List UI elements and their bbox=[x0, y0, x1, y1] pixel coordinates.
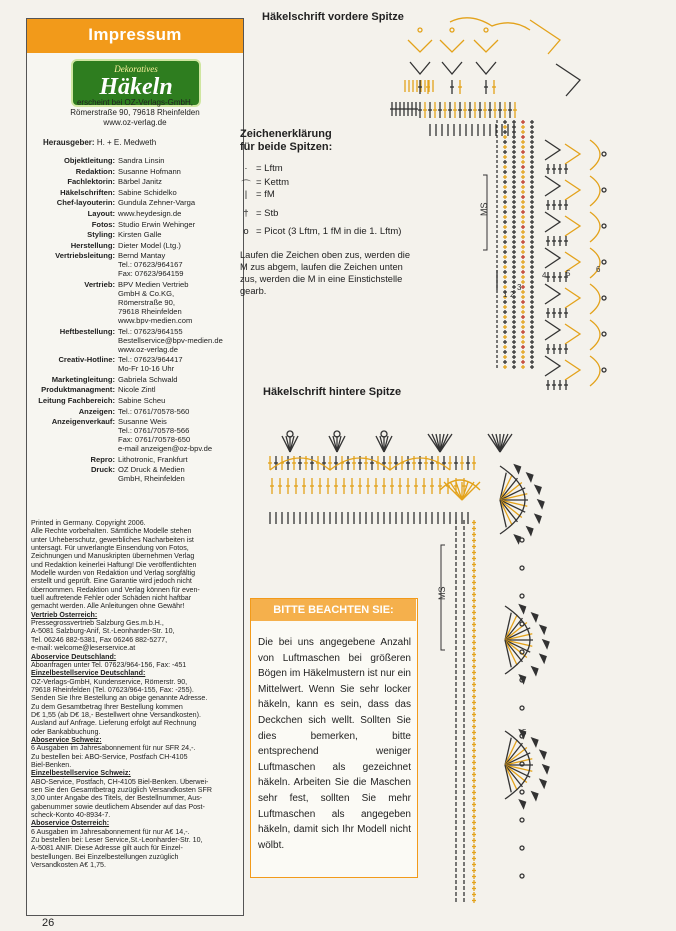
stitch-symbol bbox=[602, 296, 606, 300]
legend-label: = Lftm bbox=[256, 163, 283, 174]
staff-value-line: Kirsten Galle bbox=[118, 230, 162, 240]
stitch-symbol bbox=[440, 40, 464, 52]
staff-value-line: 79618 Rheinfelden bbox=[118, 307, 182, 316]
stitch-symbol bbox=[520, 790, 524, 794]
staff-label: Anzeigen: bbox=[78, 406, 115, 416]
staff-label: Druck: bbox=[90, 465, 115, 475]
stitch-symbol bbox=[545, 284, 560, 304]
stitch-symbol bbox=[520, 706, 524, 710]
legal-line: A-5081 ANIF. Diese Adresse gilt auch für Einzel- bbox=[31, 844, 183, 853]
staff-value-line: www.oz-verlag.de bbox=[118, 344, 178, 354]
front-lace-diagram bbox=[390, 18, 606, 390]
legend-label: = fM bbox=[256, 189, 275, 200]
stitch-symbol bbox=[602, 260, 606, 264]
legal-line: Versandkosten A€ 1,75. bbox=[31, 861, 106, 870]
staff-value-line: www.bpv-medien.com bbox=[118, 316, 193, 325]
legal-line: untersagt. Für unverlangte Einsendung von Fotos, bbox=[31, 544, 189, 553]
legal-heading: Aboservice Österreich: bbox=[31, 819, 110, 828]
dot-icon: · bbox=[244, 163, 248, 174]
staff-label: Produktmanagment: bbox=[41, 385, 115, 395]
stitch-symbol bbox=[590, 320, 600, 350]
staff-label: Anzeigenverkauf: bbox=[51, 417, 115, 427]
stitch-symbol bbox=[532, 667, 538, 675]
staff-value-line: Sabine Schidelko bbox=[118, 187, 177, 197]
stitch-symbol bbox=[410, 62, 430, 74]
legal-line: scheck-Konto 40-8934-7. bbox=[31, 811, 111, 820]
legal-line: A-5081 Salzburg-Anif, St.-Leonharder-Str. 10, bbox=[31, 627, 175, 636]
staff-value-line: Tel.: 07623/964417 bbox=[118, 355, 183, 365]
stitch-symbol bbox=[442, 62, 462, 74]
stitch-symbol bbox=[532, 792, 538, 800]
staff-value-line: Tel.: 0761/70578-560 bbox=[118, 406, 190, 416]
legal-line: Modelle wurden von Redaktion und Verlag sorgfältig bbox=[31, 569, 196, 578]
stitch-symbol bbox=[540, 780, 546, 788]
row-number: 5 bbox=[522, 728, 527, 737]
stitch-symbol bbox=[590, 140, 600, 170]
staff-value-line: Susanne Hofmann bbox=[118, 166, 181, 176]
staff-value-line: Mo-Fr 10-16 Uhr bbox=[118, 364, 175, 374]
stitch-symbol bbox=[540, 655, 546, 663]
publisher-url: www.oz-verlag.de bbox=[103, 118, 167, 127]
staff-label: Marketingleitung: bbox=[51, 374, 115, 384]
row-number: 5 bbox=[566, 269, 571, 278]
stitch-symbol bbox=[520, 605, 526, 613]
staff-label: Leitung Fachbereich: bbox=[38, 396, 115, 405]
notice-title: BITTE BEACHTEN SIE: bbox=[251, 599, 416, 621]
legal-line: Zeichnungen und Manuskripten übernehmen Verlag bbox=[31, 552, 195, 561]
legal-line: oder Bankabbuchung. bbox=[31, 727, 101, 736]
legend-note: Laufen die Zeichen oben zus, werden die M zus abgem, laufen die Zeichen unten zus, werden die M in eine Einstichstelle gearb. bbox=[240, 250, 411, 296]
row-number: 3 bbox=[517, 283, 522, 292]
legal-line: Tel. 06246 882-5381, Fax 06246 882-5277, bbox=[31, 635, 168, 644]
legal-line: OZ-Verlags-GmbH, Kundenservice, Römerstr. 90, bbox=[31, 677, 188, 686]
legal-line: bestellungen. Bei Einzelbestellungen zuzüglich bbox=[31, 852, 179, 861]
legal-heading: Vertrieb Österreich: bbox=[31, 610, 98, 619]
staff-label: Styling: bbox=[87, 230, 115, 240]
stitch-symbol bbox=[532, 738, 538, 746]
legend-title-line1: Zeichenerklärung bbox=[240, 128, 332, 140]
stitch-symbol bbox=[565, 288, 580, 308]
staff-value-line: Dieter Model (Ltg.) bbox=[118, 240, 181, 250]
stitch-symbol bbox=[520, 818, 524, 822]
stitch-symbol bbox=[474, 40, 498, 52]
staff-value-line: Tel.: 07623/964167 bbox=[118, 260, 183, 270]
stitch-symbol bbox=[565, 324, 580, 344]
stitch-symbol bbox=[545, 248, 560, 268]
staff-value-line: Tel.: 07623/964155 bbox=[118, 326, 183, 336]
stitch-symbol bbox=[450, 18, 530, 30]
staff-label: Vertriebsleitung: bbox=[55, 251, 115, 261]
legend-title-line2: für beide Spitzen: bbox=[240, 141, 333, 153]
stitch-symbol bbox=[450, 28, 454, 32]
legal-heading: Aboservice Deutschland: bbox=[31, 652, 117, 661]
stitch-symbol bbox=[535, 485, 541, 493]
staff-value-line: Bernd Mantay bbox=[118, 251, 166, 261]
stitch-symbol bbox=[556, 64, 580, 96]
front-diagram-heading: Häkelschrift vordere Spitze bbox=[262, 11, 404, 23]
staff-value-line: Gundula Zehner-Varga bbox=[118, 198, 196, 208]
legal-line: 3,00 unter Angabe des Titels, der Bestellnummer, Aus- bbox=[31, 794, 203, 803]
stitch-symbol bbox=[484, 28, 488, 32]
stitch-symbol bbox=[565, 216, 580, 236]
stitch-symbol bbox=[602, 368, 606, 372]
legal-line: Zu dem Gesamtbetrag Ihrer Bestellung kommen bbox=[31, 702, 183, 711]
legal-line: erstellt und geprüft. Eine Garantie wird jedoch nicht bbox=[31, 577, 192, 586]
legal-line: Ausland auf Anfrage. Lieferung erfolgt auf Rechnung bbox=[31, 719, 197, 728]
stitch-symbol bbox=[543, 765, 549, 773]
back-lace-diagram bbox=[268, 431, 549, 903]
stitch-symbol bbox=[515, 465, 521, 473]
staff-value-line: GmbH & Co.KG, bbox=[118, 289, 175, 298]
stitch-symbol bbox=[520, 594, 524, 598]
staff-value-line: Fax: 07623/964159 bbox=[118, 269, 184, 279]
staff-value-line: Fax: 0761/70578-650 bbox=[118, 435, 191, 445]
stitch-symbol bbox=[545, 356, 560, 376]
stitch-symbol bbox=[530, 20, 560, 54]
legal-heading: Einzelbestellservice Schweiz: bbox=[31, 769, 131, 778]
staff-value-line: Susanne Weis bbox=[118, 417, 167, 427]
staff-value-line: Sandra Linsin bbox=[118, 156, 165, 165]
page-number: 26 bbox=[42, 917, 55, 929]
back-diagram-heading: Häkelschrift hintere Spitze bbox=[263, 386, 402, 398]
stitch-symbol bbox=[520, 566, 524, 570]
row-number: 2 bbox=[510, 290, 515, 299]
logo-title: Häkeln bbox=[99, 74, 173, 100]
stitch-symbol bbox=[520, 874, 524, 878]
stitch-symbol bbox=[590, 356, 600, 386]
staff-label: Häkelschriften: bbox=[60, 187, 115, 197]
staff-label: Creativ-Hotline: bbox=[58, 355, 115, 365]
legal-line: ABO-Service, Postfach, CH-4105 Biel-Benken. Überwei- bbox=[31, 777, 209, 786]
staff-label: Fotos: bbox=[91, 219, 115, 229]
legal-line: und Redaktion keinerlei Haftung! Die veröffentlichten bbox=[31, 560, 197, 569]
legal-line: gabenummer sowie deutlichem Absender auf das Post- bbox=[31, 802, 205, 811]
legal-line: Printed in Germany. Copyright 2006. bbox=[31, 519, 146, 527]
stitch-symbol bbox=[545, 212, 560, 232]
row-number: 1 bbox=[503, 290, 508, 299]
legal-line: tuell auftretende Fehler oder Schäden nicht haftbar bbox=[31, 594, 192, 603]
legal-line: 6 Ausgaben im Jahresabonnement für nur SFR 24,-. bbox=[31, 744, 196, 753]
legal-heading: Aboservice Schweiz: bbox=[31, 735, 102, 744]
legend-label: = Kettm bbox=[256, 177, 289, 188]
legal-line: unter Urheberschutz, gewerbliches Nacharbeiten ist bbox=[31, 535, 194, 544]
staff-label: Redaktion: bbox=[75, 166, 115, 176]
staff-label: Objektleitung: bbox=[63, 156, 115, 165]
staff-label: Repro: bbox=[90, 454, 115, 464]
legal-line: Biel-Benken. bbox=[31, 760, 72, 769]
stitch-symbol bbox=[520, 800, 526, 808]
staff-value-line: Lithotronic, Frankfurt bbox=[118, 454, 188, 464]
stitch-symbol bbox=[476, 62, 496, 74]
publisher-address: Römerstraße 90, 79618 Rheinfelden bbox=[70, 108, 200, 117]
stitch-symbol bbox=[545, 140, 560, 160]
staff-value-line: Sabine Scheu bbox=[118, 396, 166, 405]
staff-value-line: Studio Erwin Wehinger bbox=[118, 219, 196, 229]
legend-label: = Stb bbox=[256, 208, 279, 219]
logo-subtitle: Dekoratives bbox=[114, 64, 158, 74]
herausgeber-label: Herausgeber: bbox=[43, 138, 95, 147]
stitch-symbol bbox=[602, 332, 606, 336]
legal-line: Pressegrossvertrieb Salzburg Ges.m.b.H., bbox=[31, 619, 164, 628]
circle-icon: o bbox=[243, 226, 249, 237]
stitch-symbol bbox=[602, 224, 606, 228]
ms-label-front: MS bbox=[479, 202, 489, 216]
staff-label: Chef-layouterin: bbox=[56, 198, 115, 208]
legal-line: Senden Sie Ihre Bestellung an obige genannte Adresse. bbox=[31, 694, 208, 703]
stitch-symbol bbox=[418, 28, 422, 32]
staff-value-line: GmbH, Rheinfelden bbox=[118, 474, 185, 484]
staff-value-line: Gabriela Schwald bbox=[118, 374, 178, 384]
legal-line: Alle Rechte vorbehalten. Sämtliche Modelle stehen bbox=[31, 527, 192, 536]
stitch-symbol bbox=[535, 515, 541, 523]
stitch-symbol bbox=[520, 846, 524, 850]
legal-line: 6 Ausgaben im Jahresabonnement für nur A€ 14,-. bbox=[31, 827, 190, 836]
stitch-symbol bbox=[545, 176, 560, 196]
legal-line: Zu bestellen bei: ABO-Service, Postfach CH-4105 bbox=[31, 752, 188, 761]
stitch-symbol bbox=[538, 500, 544, 508]
stitch-symbol bbox=[520, 622, 524, 626]
stitch-symbol bbox=[543, 640, 549, 648]
stitch-symbol bbox=[590, 212, 600, 242]
impressum-title: Impressum bbox=[88, 25, 182, 44]
staff-value-line: Bestellservice@bpv-medien.de bbox=[118, 335, 223, 345]
stitch-symbol bbox=[565, 180, 580, 200]
legal-line: e-mail: welcome@leserservice.at bbox=[31, 644, 136, 653]
row-number: 6 bbox=[596, 265, 601, 274]
legal-line: übernommen. Redaktion und Verlag können für even- bbox=[31, 585, 200, 594]
bar-icon: | bbox=[244, 189, 248, 200]
stitch-symbol bbox=[540, 750, 546, 758]
staff-value-line: www.heydesign.de bbox=[118, 209, 182, 218]
staff-label: Herstellung: bbox=[70, 240, 115, 250]
notice-body: Die bei uns angegebene Anzahl von Luftmaschen bei größeren Bögen im Häkelmustern ist nur ein Mittelwert. Wenn Sie sehr locker häkeln, kann es sein, dass das Deckchen sich wellt. Sollten Sie dies bemerken, bitte entsprechend weniger Luftmaschen als gezeichnet häkeln. Arbeiten Sie die Maschen sehr fest, sollten Sie mehr Luftmaschen als angegeben häkeln, damit sich Ihr Modell nicht wölbt. bbox=[258, 637, 411, 851]
herausgeber-value: H. + E. Medweth bbox=[96, 138, 157, 147]
legal-line: sen Sie den Gesamtbetrag zuzüglich Versandkosten SFR bbox=[31, 786, 212, 794]
staff-value-line: OZ Druck & Medien bbox=[118, 465, 185, 475]
legend-label: = Picot (3 Lftm, 1 fM in die 1. Lftm) bbox=[256, 226, 402, 237]
staff-value-line: Nicole Zintl bbox=[118, 385, 156, 395]
stitch-symbol bbox=[520, 650, 524, 654]
stitch-symbol bbox=[565, 360, 580, 380]
legal-line: D€ 1,55 (ab D€ 18,- Bestellwert ohne Versandkosten). bbox=[31, 710, 201, 719]
staff-value-line: Bärbel Janitz bbox=[118, 177, 162, 187]
stitch-symbol bbox=[590, 176, 600, 206]
staff-value-line: Tel.: 0761/70578-566 bbox=[118, 426, 190, 436]
arc-icon: ⌒ bbox=[241, 180, 251, 191]
legal-line: Aboanfragen unter Tel. 07623/964-156, Fax: -451 bbox=[31, 660, 187, 669]
staff-label: Vertrieb: bbox=[84, 280, 115, 289]
staff-value-line: e-mail anzeigen@oz-bpv.de bbox=[118, 444, 213, 454]
legal-line: gemacht werden. Alle Anleitungen ohne Gewähr! bbox=[31, 602, 185, 611]
stitch-symbol bbox=[565, 144, 580, 164]
legal-heading: Einzelbestellservice Deutschland: bbox=[31, 669, 146, 678]
staff-label: Layout: bbox=[87, 209, 115, 218]
staff-value-line: Römerstraße 90, bbox=[118, 298, 175, 307]
stitch-symbol bbox=[527, 473, 533, 481]
stitch-symbol bbox=[590, 284, 600, 314]
staff-value-line: BPV Medien Vertrieb bbox=[118, 280, 189, 289]
cross-icon: † bbox=[243, 208, 249, 219]
stitch-symbol bbox=[545, 320, 560, 340]
stitch-symbol bbox=[408, 40, 432, 52]
stitch-symbol bbox=[602, 188, 606, 192]
staff-label: Fachlektorin: bbox=[67, 177, 115, 187]
stitch-symbol bbox=[520, 538, 524, 542]
staff-label: Heftbestellung: bbox=[59, 326, 115, 336]
stitch-symbol bbox=[532, 613, 538, 621]
publisher-line: erscheint bei OZ-Verlags-GmbH, bbox=[76, 98, 194, 107]
legal-line: 79618 Rheinfelden (Tel. 07623/964-155, Fax: -255). bbox=[31, 685, 194, 694]
legal-line: Zu bestellen bei: Leser Service,St.-Leonharder-Str. 10, bbox=[31, 836, 203, 845]
stitch-symbol bbox=[540, 625, 546, 633]
row-number: 4 bbox=[542, 271, 547, 280]
stitch-symbol bbox=[602, 152, 606, 156]
stitch-symbol bbox=[527, 527, 533, 535]
stitch-symbol bbox=[520, 762, 524, 766]
ms-label-back: MS bbox=[437, 586, 447, 600]
